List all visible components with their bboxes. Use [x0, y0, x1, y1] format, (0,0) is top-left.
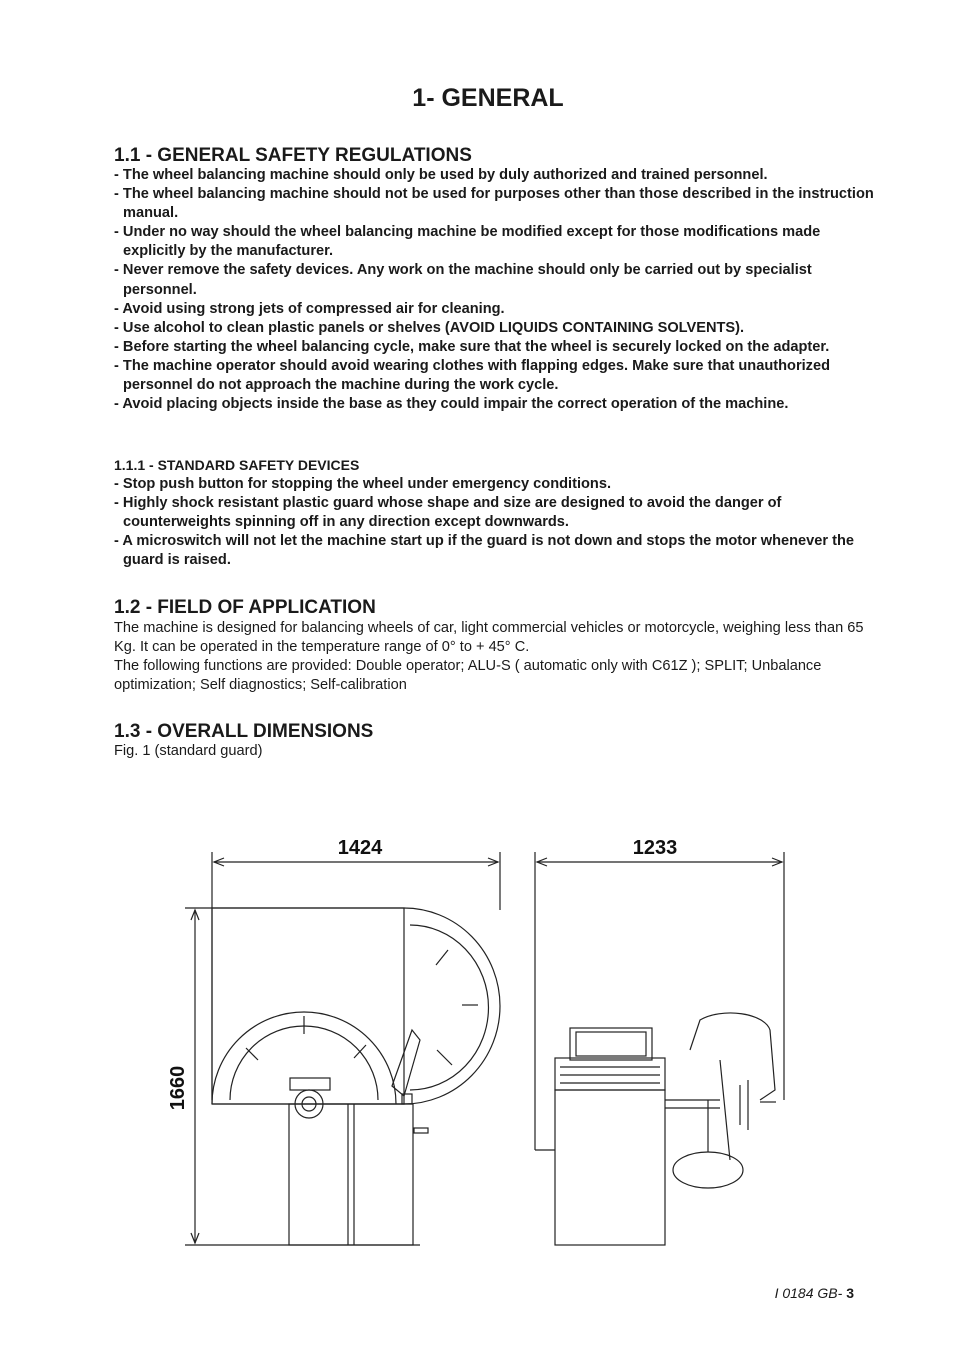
footer-separator: -	[837, 1285, 843, 1301]
page-footer	[775, 1285, 854, 1301]
list-item: - Avoid placing objects inside the base as they could impair the correct operation of the machine.	[114, 396, 789, 413]
page-title: 1- GENERAL	[412, 84, 564, 112]
subsection-heading-safety-devices: 1.1.1 - STANDARD SAFETY DEVICES	[114, 457, 360, 473]
application-paragraph-1: The machine is designed for balancing wheels of car, light commercial vehicles or motorcycle, weighing less than 65 Kg. It can be operated in the temperature range of 0° to + 45° C.	[114, 620, 864, 656]
list-item: - Never remove the safety devices. Any work on the machine should only be carried out by specialist personnel.	[114, 262, 812, 298]
application-paragraph-2: The following functions are provided: Double operator; ALU-S ( automatic only with C61Z ); SPLIT; Unbalance optimization; Self diagnostics; Self-calibration	[114, 658, 822, 694]
list-item: - Before starting the wheel balancing cycle, make sure that the wheel is securely locked on the adapter.	[114, 338, 830, 355]
list-item: - A microswitch will not let the machine start up if the guard is not down and stops the motor whenever the guard is raised.	[114, 533, 855, 569]
list-item: - The machine operator should avoid wearing clothes with flapping edges. Make sure that unauthorized personnel do not approach the machine during the work cycle.	[114, 357, 831, 394]
section-heading-dimensions: 1.3 - OVERALL DIMENSIONS	[114, 721, 374, 742]
list-item: - Avoid using strong jets of compressed air for cleaning.	[114, 300, 505, 317]
list-item: - The wheel balancing machine should not be used for purposes other than those described in the instruction manual.	[114, 186, 874, 222]
section-heading-application: 1.2 - FIELD OF APPLICATION	[114, 597, 376, 618]
list-item: - Highly shock resistant plastic guard whose shape and size are designed to avoid the danger of counterweights spinning off in any direction except downwards.	[114, 495, 782, 531]
list-item: - Use alcohol to clean plastic panels or shelves (AVOID LIQUIDS CONTAINING SOLVENTS).	[114, 319, 745, 336]
depth-dimension-label: 1233	[632, 837, 678, 859]
width-dimension-label: 1424	[337, 837, 383, 859]
page-number: 3	[846, 1285, 854, 1301]
height-dimension-label: 1660	[167, 1065, 189, 1111]
section-heading-safety: 1.1 - GENERAL SAFETY REGULATIONS	[114, 145, 472, 166]
language-code: GB	[817, 1285, 838, 1301]
figure-caption: Fig. 1 (standard guard)	[114, 743, 263, 759]
list-item: - The wheel balancing machine should only be used by duly authorized and trained personnel.	[114, 167, 768, 183]
document-code: I 0184	[774, 1285, 814, 1301]
list-item: - Stop push button for stopping the wheel under emergency conditions.	[114, 476, 611, 492]
list-item: - Under no way should the wheel balancing machine be modified except for those modifications made explicitly by the manufacturer.	[114, 224, 821, 260]
